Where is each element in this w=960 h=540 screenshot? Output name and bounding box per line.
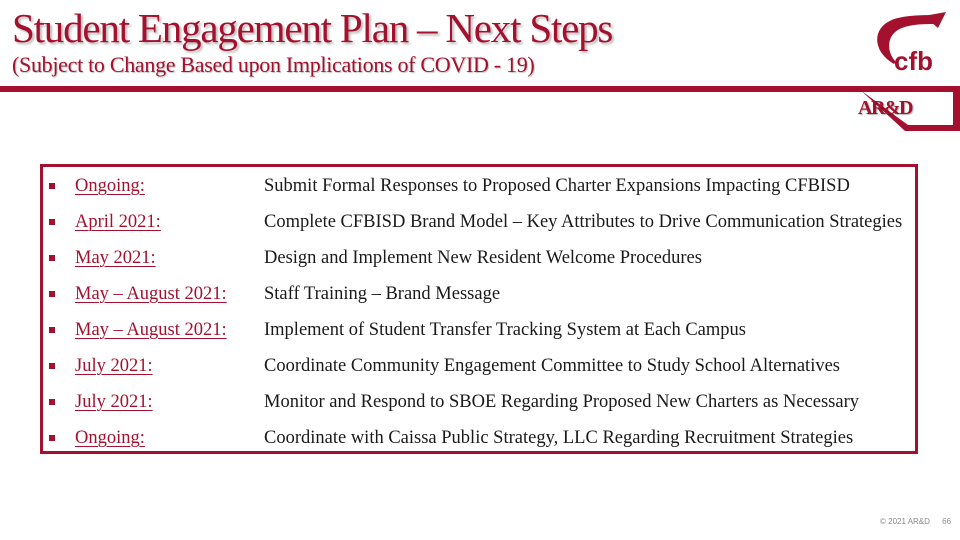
ard-mark: AR&D (858, 97, 912, 119)
item-text: Monitor and Respond to SBOE Regarding Proposed New Charters as Necessary (264, 391, 859, 412)
bullet-icon (49, 219, 55, 225)
slide-subtitle: (Subject to Change Based upon Implications of COVID - 19) (12, 52, 535, 77)
item-text: Design and Implement New Resident Welcome Procedures (264, 247, 702, 268)
list-item (43, 423, 915, 453)
list-item (43, 315, 915, 345)
item-date: May – August 2021: (75, 319, 227, 340)
cfb-logo-icon (866, 10, 948, 76)
item-date: Ongoing: (75, 175, 145, 196)
page-number: 66 (942, 517, 952, 526)
bullet-icon (49, 327, 55, 333)
list-item (43, 351, 915, 381)
bullet-icon (49, 363, 55, 369)
footer-copyright: © 2021 AR&D (880, 517, 930, 526)
item-text: Implement of Student Transfer Tracking System at Each Campus (264, 319, 746, 340)
item-text: Complete CFBISD Brand Model – Key Attributes to Drive Communication Strategies (264, 211, 903, 232)
bullet-icon (49, 183, 55, 189)
slide-footer (880, 517, 951, 526)
bullet-icon (49, 291, 55, 297)
item-text: Coordinate Community Engagement Committee to Study School Alternatives (264, 355, 841, 376)
item-text: Staff Training – Brand Message (264, 283, 501, 304)
item-date: May 2021: (75, 247, 156, 268)
header-band (0, 84, 960, 132)
next-steps-box (40, 164, 918, 454)
item-text: Submit Formal Responses to Proposed Charter Expansions Impacting CFBISD (264, 175, 850, 196)
list-item (43, 171, 915, 201)
list-item (43, 279, 915, 309)
list-item (43, 207, 915, 237)
item-date: July 2021: (75, 391, 153, 412)
slide-title: Student Engagement Plan – Next Steps (12, 5, 613, 51)
bullet-icon (49, 255, 55, 261)
list-item (43, 243, 915, 273)
list-item (43, 387, 915, 417)
item-date: Ongoing: (75, 427, 145, 448)
item-date: April 2021: (75, 211, 161, 232)
cfb-logo (866, 10, 948, 76)
logo-text: cfb (894, 46, 933, 76)
item-date: July 2021: (75, 355, 153, 376)
bullet-icon (49, 399, 55, 405)
item-date: May – August 2021: (75, 283, 227, 304)
item-text: Coordinate with Caissa Public Strategy, LLC Regarding Recruitment Strategies (264, 427, 854, 448)
bullet-icon (49, 435, 55, 441)
